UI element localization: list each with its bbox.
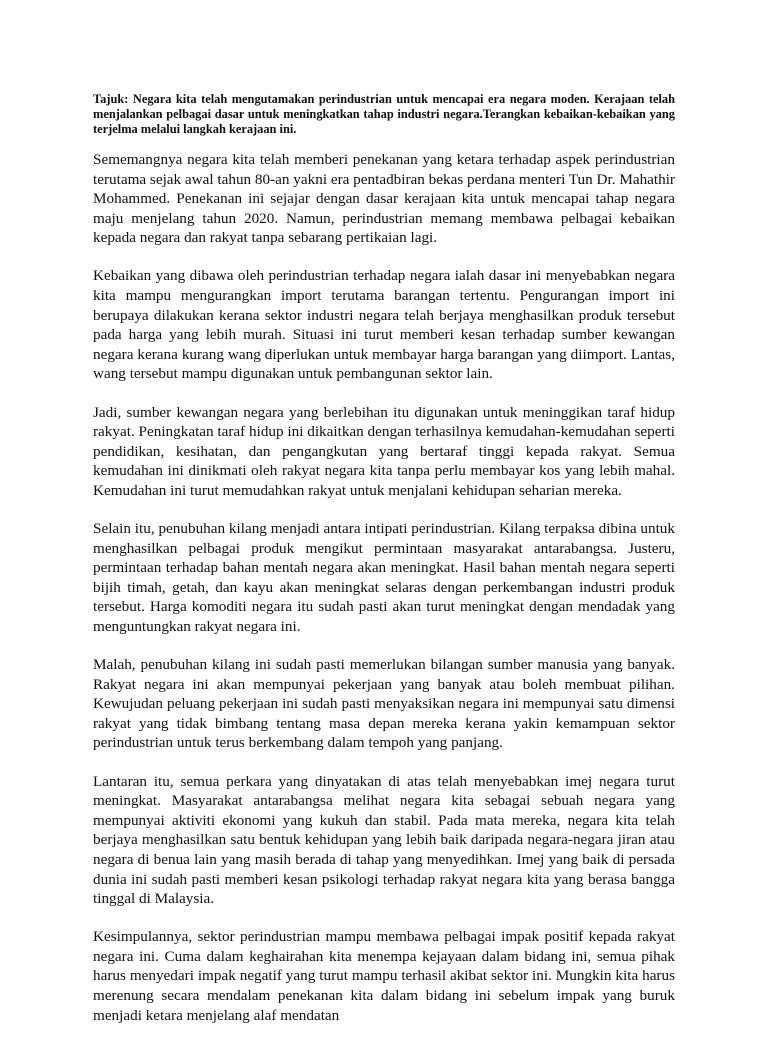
paragraph-conclusion: Kesimpulannya, sektor perindustrian mampu membawa pelbagai impak positif kepada rakyat negara ini. Cuma dalam keghairahan kita menempa kejayaan dalam bidang ini, semua pihak harus menyedari impak negatif yang turut mampu terhasil akibat sektor ini. Mungkin kita harus merenung secara mendalam penekanan kita dalam bidang ini sebelum impak yang buruk menjadi ketara menjelang alaf mendatan [93,928,675,1024]
paragraph-employment: Malah, penubuhan kilang ini sudah pasti memerlukan bilangan sumber manusia yang banyak. Rakyat negara ini akan mempunyai pekerjaan yang banyak atau boleh membuat pilihan. Kewujudan peluang pekerjaan ini sudah pasti menyaksikan negara ini mempunyai satu dimensi rakyat yang tidak bimbang tentang masa depan mereka kerana yakin kemampuan sektor perindustrian untuk terus berkembang dalam tempoh yang panjang. [93,656,675,752]
paragraph-factories: Selain itu, penubuhan kilang menjadi antara intipati perindustrian. Kilang terpaksa dibina untuk menghasilkan pelbagai produk mengikut permintaan masyarakat antarabangsa. Justeru, permintaan terhadap bahan mentah negara akan meningkat. Hasil bahan mentah negara seperti bijih timah, getah, dan kayu akan meningkat selaras dengan perkembangan industri produk tersebut. Harga komoditi negara itu sudah pasti akan turut meningkat dengan mendadak yang menguntungkan rakyat negara ini. [93,520,675,635]
paragraph-living-standard: Jadi, sumber kewangan negara yang berlebihan itu digunakan untuk meninggikan taraf hidup rakyat. Peningkatan taraf hidup ini dikaitkan dengan terhasilnya kemudahan-kemudahan seperti pendidikan, kesihatan, dan pengangkutan yang bertaraf tinggi kepada rakyat. Semua kemudahan ini dinikmati oleh rakyat negara kita tanpa perlu membayar kos yang lebih mahal. Kemudahan ini turut memudahkan rakyat untuk menjalani kehidupan seharian mereka. [93,403,675,499]
paragraph-introduction: Sememangnya negara kita telah memberi penekanan yang ketara terhadap aspek perindustrian terutama sejak awal tahun 80-an yakni era pentadbiran bekas perdana menteri Tun Dr. Mahathir Mohammed. Penekanan ini sejajar dengan dasar kerajaan kita untuk mencapai tahap negara maju menjelang tahun 2020. Namun, perindustrian memang membawa pelbagai kebaikan kepada negara dan rakyat tanpa sebarang pertikaian lagi. [93,151,675,247]
paragraph-national-image: Lantaran itu, semua perkara yang dinyatakan di atas telah menyebabkan imej negara turut meningkat. Masyarakat antarabangsa melihat negara kita sebagai sebuah negara yang mempunyai aktiviti ekonomi yang kukuh dan stabil. Pada mata mereka, negara kita telah berjaya menghasilkan satu bentuk kehidupan yang lebih baik daripada negara-negara jiran atau negara di benua lain yang masih berada di tahap yang menyedihkan. Imej yang baik di persada dunia ini sudah pasti memberi kesan psikologi terhadap rakyat negara kita yang berasa bangga tinggal di Malaysia. [93,772,675,908]
paragraph-reduce-import: Kebaikan yang dibawa oleh perindustrian terhadap negara ialah dasar ini menyebabkan negara kita mampu mengurangkan import terutama barangan tertentu. Pengurangan import ini berupaya dilakukan kerana sektor industri negara telah berjaya menghasilkan produk tersebut pada harga yang lebih murah. Situasi ini turut memberi kesan terhadap sumber kewangan negara kerana kurang wang diperlukan untuk membayar harga barangan yang diimport. Lantas, wang tersebut mampu digunakan untuk pembangunan sektor lain. [93,267,675,383]
essay-title: Tajuk: Negara kita telah mengutamakan perindustrian untuk mencapai era negara moden. Kerajaan telah menjalankan pelbagai dasar untuk meningkatkan tahap industri negara.Terangkan kebaikan-kebaikan yang terjelma melalui langkah kerajaan ini. [93,92,675,136]
document-body [93,92,675,1044]
